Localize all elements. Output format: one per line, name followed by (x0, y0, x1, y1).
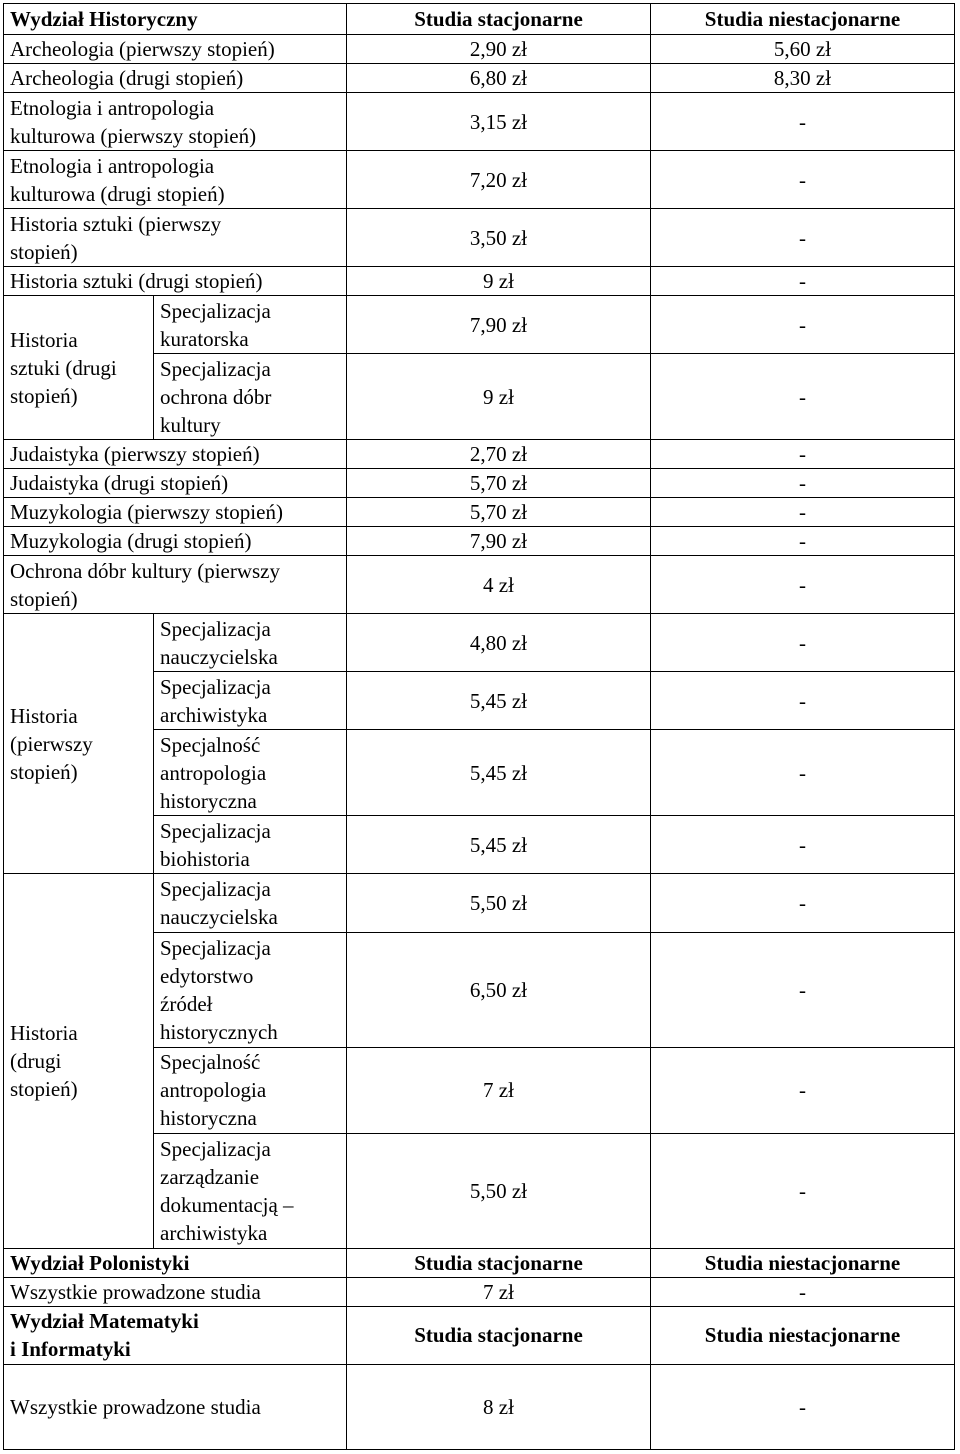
program-name: Archeologia (pierwszy stopień) (4, 35, 347, 64)
fee-niestacjonarne: - (651, 672, 955, 730)
specialization-name (154, 614, 347, 672)
program-name (4, 209, 347, 267)
name-line: Specjalizacja (160, 1136, 271, 1161)
program-name: Judaistyka (pierwszy stopień) (4, 440, 347, 469)
fee-niestacjonarne: - (651, 1047, 955, 1133)
name-line: nauczycielska (160, 644, 278, 669)
col-header-stacjonarne: Studia stacjonarne (347, 4, 651, 35)
program-name: Historia sztuki (drugi stopień) (4, 267, 347, 296)
name-line: nauczycielska (160, 904, 278, 929)
name-line: stopień) (10, 586, 78, 611)
fee-niestacjonarne: - (651, 93, 955, 151)
table-row (4, 469, 955, 498)
fee-niestacjonarne: - (651, 469, 955, 498)
col-header-niestacjonarne: Studia niestacjonarne (651, 1306, 955, 1364)
table-row (4, 498, 955, 527)
name-line: historycznych (160, 1019, 278, 1044)
fee-stacjonarne: 5,45 zł (347, 730, 651, 816)
fee-niestacjonarne: - (651, 296, 955, 354)
name-line: Etnologia i antropologia (10, 153, 215, 178)
program-group-name (4, 874, 154, 1248)
fee-niestacjonarne: - (651, 151, 955, 209)
name-line: historyczna (160, 1106, 257, 1131)
name-line: biohistoria (160, 846, 250, 871)
name-line: Specjalizacja (160, 674, 271, 699)
program-group-name (4, 296, 154, 440)
name-line: Ochrona dóbr kultury (pierwszy (10, 558, 281, 583)
fee-niestacjonarne: - (651, 498, 955, 527)
name-line: stopień) (10, 759, 78, 784)
name-line: Historia (10, 1021, 78, 1046)
fee-stacjonarne: 7,90 zł (347, 527, 651, 556)
fee-niestacjonarne: - (651, 730, 955, 816)
table-row (4, 1364, 955, 1449)
header-row-matematyki (4, 1306, 955, 1364)
name-line: kuratorska (160, 326, 249, 351)
table-row (4, 440, 955, 469)
fee-stacjonarne: 9 zł (347, 267, 651, 296)
table-row (4, 267, 955, 296)
name-line: kulturowa (pierwszy stopień) (10, 123, 257, 148)
name-line: stopień) (10, 1077, 78, 1102)
name-line: (pierwszy (10, 731, 93, 756)
fee-niestacjonarne: - (651, 816, 955, 874)
fee-niestacjonarne: - (651, 874, 955, 932)
table-row (4, 64, 955, 93)
fee-niestacjonarne: - (651, 614, 955, 672)
fee-stacjonarne: 7 zł (347, 1047, 651, 1133)
fee-niestacjonarne: - (651, 527, 955, 556)
fee-stacjonarne: 2,90 zł (347, 35, 651, 64)
fee-niestacjonarne: - (651, 354, 955, 440)
col-header-stacjonarne: Studia stacjonarne (347, 1306, 651, 1364)
table-row (4, 874, 955, 932)
name-line: dokumentacją – (160, 1192, 294, 1217)
col-header-niestacjonarne: Studia niestacjonarne (651, 1248, 955, 1277)
header-row-polonistyki (4, 1248, 955, 1277)
program-group-name (4, 614, 154, 874)
name-line: Specjalizacja (160, 818, 271, 843)
faculty-name: Wydział Polonistyki (4, 1248, 347, 1277)
fee-stacjonarne: 3,15 zł (347, 93, 651, 151)
name-line: Specjalność (160, 1050, 261, 1075)
program-name (4, 93, 347, 151)
fee-stacjonarne: 9 zł (347, 354, 651, 440)
fee-stacjonarne: 6,80 zł (347, 64, 651, 93)
fee-stacjonarne: 7,90 zł (347, 296, 651, 354)
specialization-name (154, 1047, 347, 1133)
name-line: źródeł (160, 991, 213, 1016)
program-name: Muzykologia (drugi stopień) (4, 527, 347, 556)
fee-stacjonarne: 5,50 zł (347, 1133, 651, 1248)
fee-stacjonarne: 6,50 zł (347, 932, 651, 1047)
specialization-name (154, 354, 347, 440)
name-line: antropologia (160, 760, 267, 785)
name-line: Wydział Matematyki (10, 1309, 199, 1334)
name-line: (drugi (10, 1049, 62, 1074)
name-line: Specjalizacja (160, 356, 271, 381)
fee-niestacjonarne: - (651, 1277, 955, 1306)
fee-stacjonarne: 7 zł (347, 1277, 651, 1306)
name-line: edytorstwo (160, 963, 254, 988)
name-line: i Informatyki (10, 1337, 131, 1362)
fee-stacjonarne: 2,70 zł (347, 440, 651, 469)
specialization-name (154, 816, 347, 874)
fee-niestacjonarne: - (651, 1364, 955, 1449)
name-line: sztuki (drugi (10, 355, 117, 380)
name-line: kultury (160, 412, 221, 437)
table-row (4, 35, 955, 64)
program-name: Wszystkie prowadzone studia (4, 1277, 347, 1306)
program-name: Muzykologia (pierwszy stopień) (4, 498, 347, 527)
table-row (4, 151, 955, 209)
faculty-name: Wydział Historyczny (4, 4, 347, 35)
name-line: Historia (10, 327, 78, 352)
specialization-name (154, 296, 347, 354)
fee-niestacjonarne: - (651, 1133, 955, 1248)
fee-niestacjonarne: 8,30 zł (651, 64, 955, 93)
specialization-name (154, 672, 347, 730)
name-line: kulturowa (drugi stopień) (10, 181, 225, 206)
table-row (4, 1277, 955, 1306)
fee-stacjonarne: 7,20 zł (347, 151, 651, 209)
fee-stacjonarne: 8 zł (347, 1364, 651, 1449)
fee-stacjonarne: 5,50 zł (347, 874, 651, 932)
name-line: zarządzanie (160, 1164, 260, 1189)
name-line: ochrona dóbr (160, 384, 272, 409)
col-header-stacjonarne: Studia stacjonarne (347, 1248, 651, 1277)
fee-stacjonarne: 4,80 zł (347, 614, 651, 672)
specialization-name (154, 874, 347, 932)
fee-niestacjonarne: - (651, 267, 955, 296)
table-row (4, 527, 955, 556)
fee-niestacjonarne: - (651, 932, 955, 1047)
name-line: Historia sztuki (pierwszy (10, 211, 222, 236)
name-line: stopień) (10, 239, 78, 264)
specialization-name (154, 932, 347, 1047)
table-row (4, 614, 955, 672)
table-row (4, 93, 955, 151)
name-line: Etnologia i antropologia (10, 95, 215, 120)
program-name (4, 556, 347, 614)
name-line: historyczna (160, 788, 257, 813)
name-line: Historia (10, 703, 78, 728)
faculty-name (4, 1306, 347, 1364)
name-line: archiwistyka (160, 702, 268, 727)
header-row-historyczny (4, 4, 955, 35)
program-name: Archeologia (drugi stopień) (4, 64, 347, 93)
fee-table (3, 3, 955, 1450)
program-name (4, 151, 347, 209)
specialization-name (154, 730, 347, 816)
name-line: Specjalizacja (160, 616, 271, 641)
table-row (4, 296, 955, 354)
fee-niestacjonarne: - (651, 209, 955, 267)
fee-stacjonarne: 5,70 zł (347, 498, 651, 527)
name-line: archiwistyka (160, 1220, 268, 1245)
table-row (4, 209, 955, 267)
fee-stacjonarne: 5,45 zł (347, 672, 651, 730)
fee-niestacjonarne: 5,60 zł (651, 35, 955, 64)
program-name: Judaistyka (drugi stopień) (4, 469, 347, 498)
fee-stacjonarne: 5,45 zł (347, 816, 651, 874)
table-row (4, 556, 955, 614)
fee-stacjonarne: 5,70 zł (347, 469, 651, 498)
name-line: Specjalizacja (160, 876, 271, 901)
col-header-niestacjonarne: Studia niestacjonarne (651, 4, 955, 35)
program-name: Wszystkie prowadzone studia (4, 1364, 347, 1449)
name-line: Specjalność (160, 732, 261, 757)
name-line: Specjalizacja (160, 298, 271, 323)
name-line: Specjalizacja (160, 935, 271, 960)
name-line: stopień) (10, 383, 78, 408)
fee-stacjonarne: 3,50 zł (347, 209, 651, 267)
name-line: antropologia (160, 1078, 267, 1103)
fee-niestacjonarne: - (651, 556, 955, 614)
fee-niestacjonarne: - (651, 440, 955, 469)
fee-stacjonarne: 4 zł (347, 556, 651, 614)
specialization-name (154, 1133, 347, 1248)
